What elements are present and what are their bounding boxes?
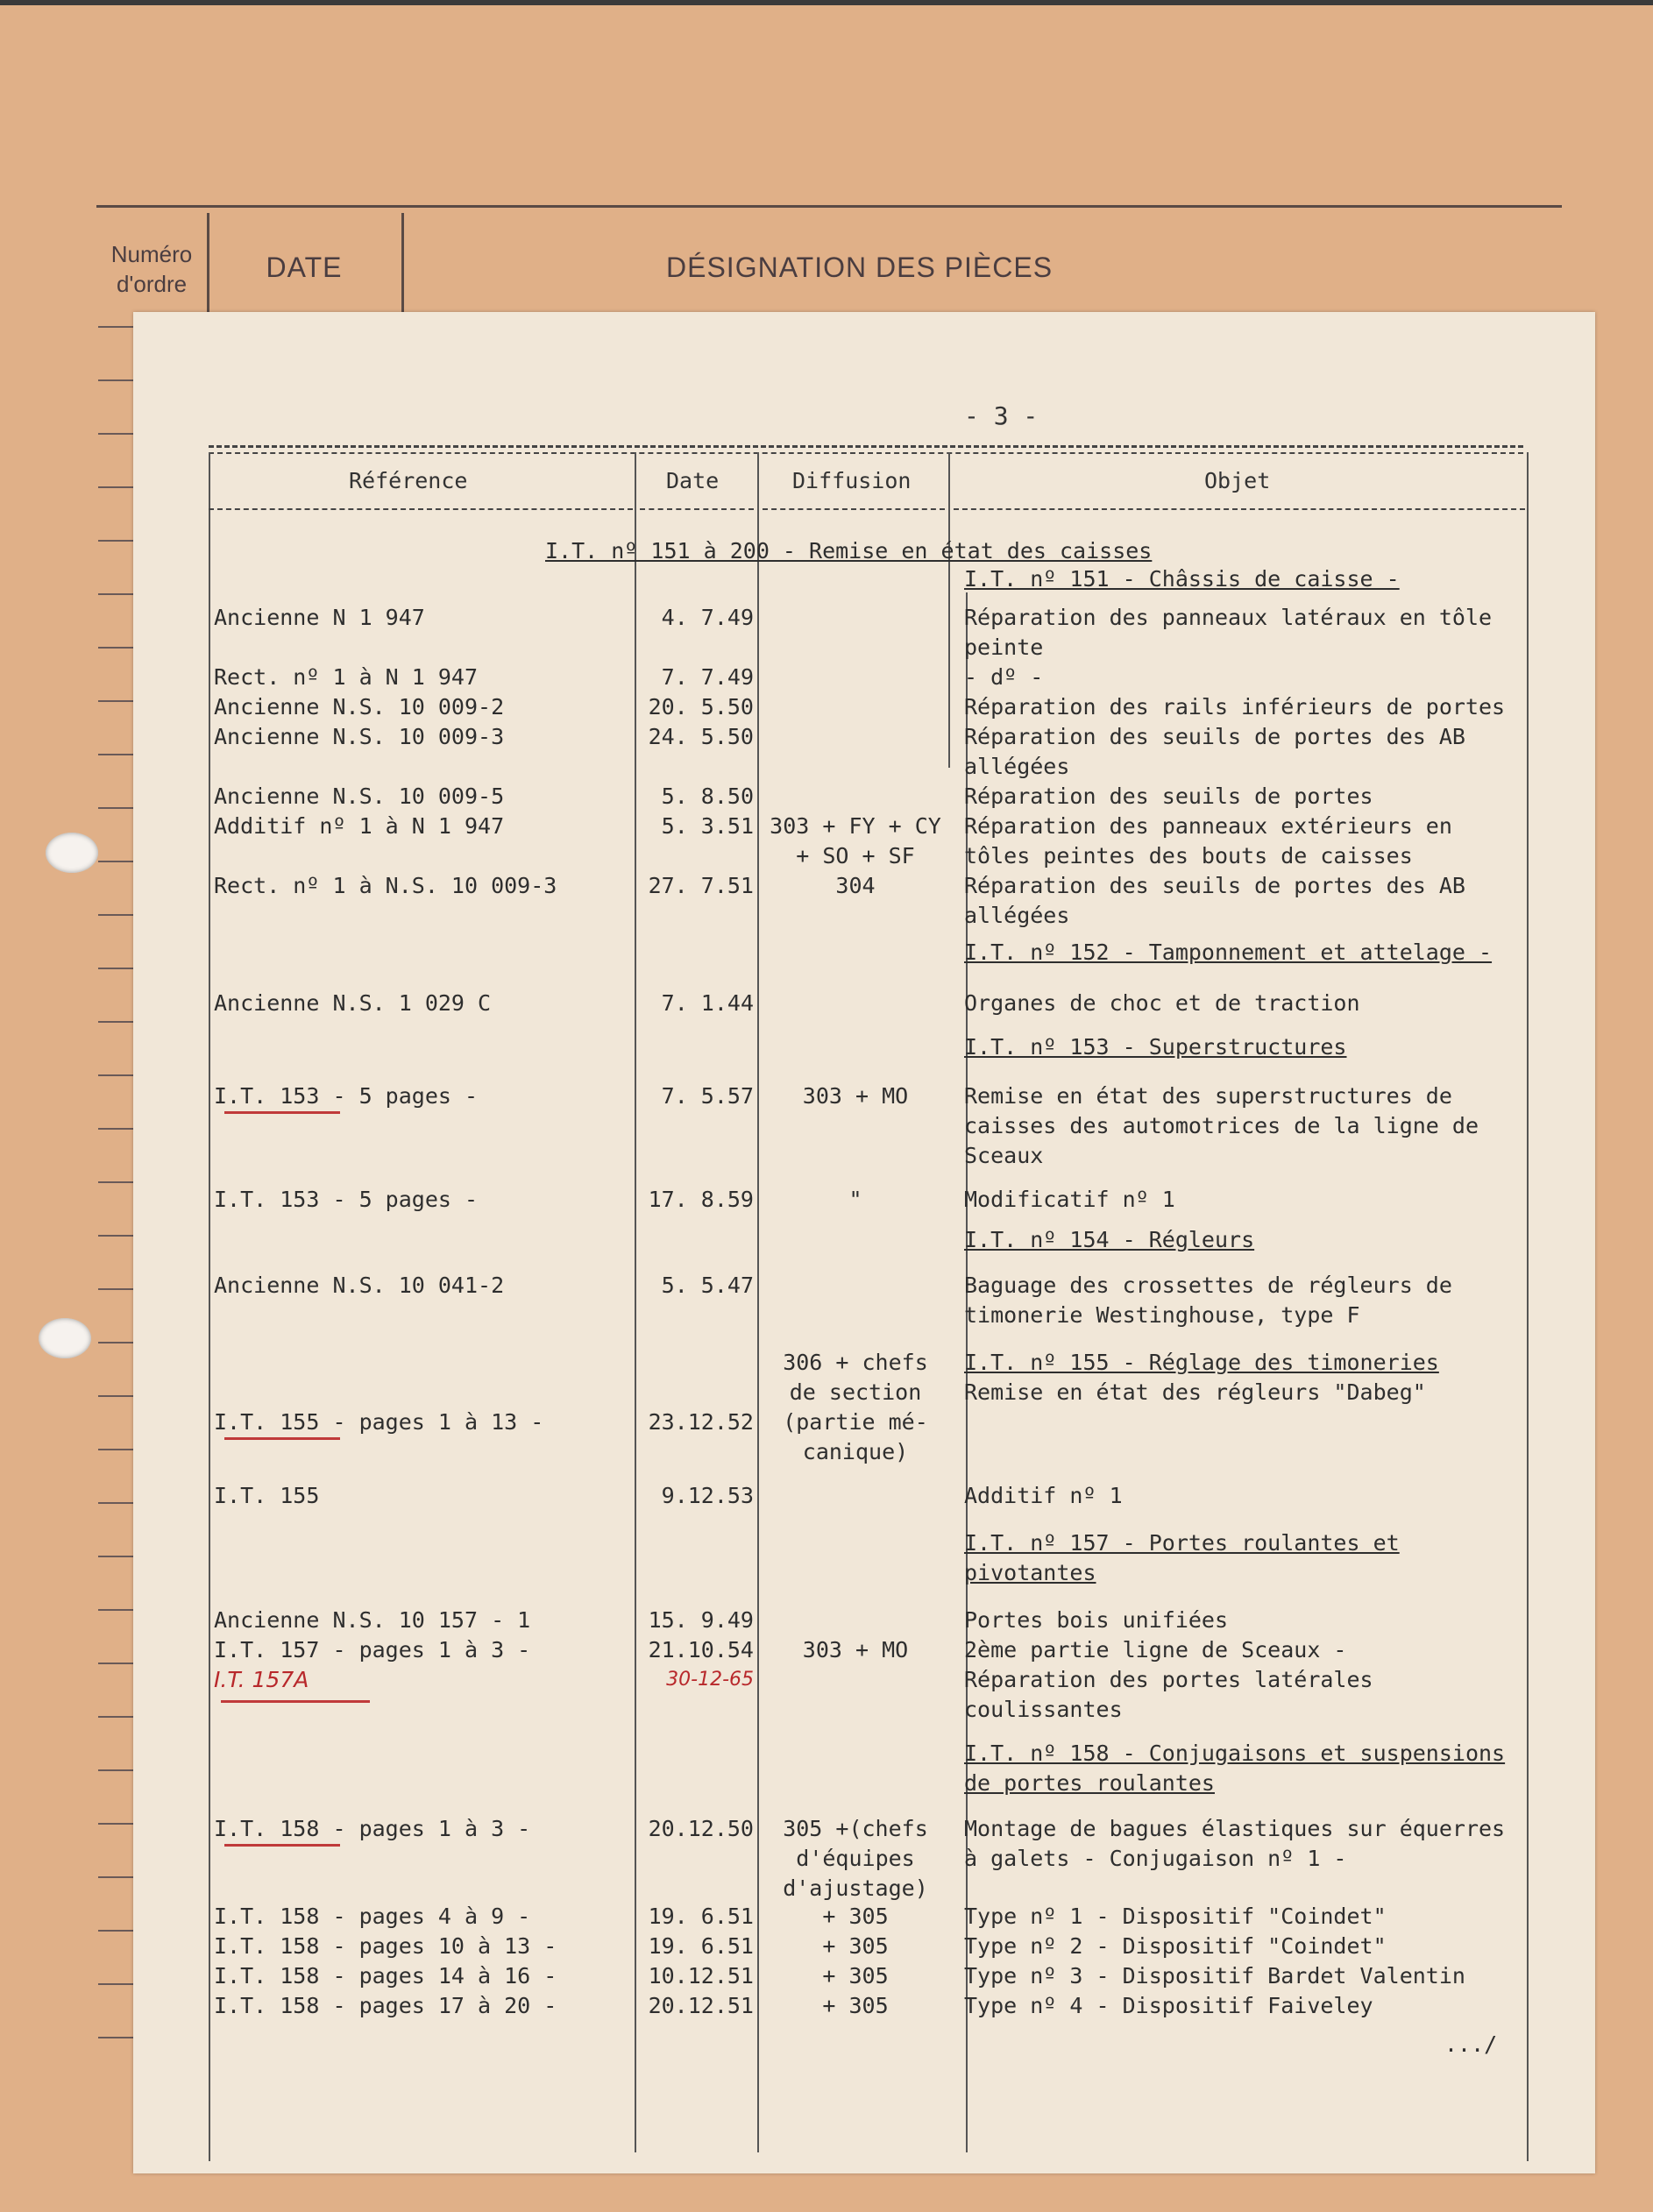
objet-cell: Organes de choc et de traction: [964, 990, 1360, 1016]
objet-cell: Réparation des rails inférieurs de portes: [964, 694, 1506, 720]
ruled-line: [98, 1556, 133, 1557]
header-sep-ref: [209, 508, 633, 510]
table-right-border: [1527, 452, 1529, 2161]
reference-cell: Rect. nº 1 à N.S. 10 009-3: [214, 873, 557, 898]
ruled-line: [98, 914, 133, 916]
ruled-line: [98, 1342, 133, 1344]
diffusion-cell: (partie mé-: [783, 1409, 928, 1435]
reference-cell: I.T. 158 - pages 4 à 9 -: [214, 1904, 531, 1929]
red-underline: [224, 1844, 340, 1847]
objet-cell: Remise en état des superstructures de: [964, 1083, 1452, 1109]
objet-cell: Baguage des crossettes de régleurs de: [964, 1273, 1452, 1298]
objet-cell: Réparation des seuils de portes des AB: [964, 873, 1465, 898]
diffusion-cell: de section: [789, 1379, 922, 1405]
date-cell: 7. 1.44: [661, 990, 754, 1016]
reference-cell: Ancienne N.S. 10 041-2: [214, 1273, 505, 1298]
ref-date-divider: [635, 592, 636, 2152]
date-cell: 17. 8.59: [648, 1187, 754, 1212]
date-cell: 20. 5.50: [648, 694, 754, 720]
objet-cell: Type nº 4 - Dispositif Faiveley: [964, 1993, 1373, 2018]
ruled-line: [98, 1074, 133, 1076]
date-cell: 5. 3.51: [661, 813, 754, 839]
objet-cell: I.T. nº 153 - Superstructures: [964, 1034, 1347, 1060]
ruled-line: [98, 379, 133, 381]
ruled-line: [98, 1021, 133, 1023]
objet-cell: Réparation des seuils de portes des AB: [964, 724, 1465, 749]
folder-header: [96, 205, 1562, 316]
objet-cell: I.T. nº 157 - Portes roulantes et: [964, 1530, 1400, 1556]
objet-cell: Type nº 3 - Dispositif Bardet Valentin: [964, 1963, 1465, 1989]
numero-column: [96, 213, 209, 316]
diffusion-cell: 306 + chefs: [783, 1350, 928, 1375]
ruled-line: [98, 700, 133, 702]
diffusion-cell: 305 +(chefs: [783, 1816, 928, 1841]
reference-cell: I.T. 158 - pages 1 à 3 -: [214, 1816, 531, 1841]
objet-cell: Additif nº 1: [964, 1483, 1123, 1508]
reference-cell: Rect. nº 1 à N 1 947: [214, 664, 479, 690]
column-header-objet: Objet: [1204, 468, 1271, 493]
date-cell: 7. 7.49: [661, 664, 754, 690]
date-cell: 20.12.50: [648, 1816, 754, 1841]
objet-cell: I.T. nº 158 - Conjugaisons et suspensions: [964, 1741, 1506, 1766]
ruled-line: [98, 1876, 133, 1878]
header-sep-date: [640, 508, 754, 510]
punch-hole-upper: [46, 833, 98, 873]
red-underline: [224, 1111, 340, 1114]
reference-cell: I.T. 153 - 5 pages -: [214, 1083, 479, 1109]
reference-cell: I.T. 157A: [214, 1667, 309, 1692]
ruled-line: [98, 647, 133, 649]
ruled-line: [98, 1716, 133, 1718]
header-sep-diff: [763, 508, 945, 510]
header-sep-obj: [954, 508, 1525, 510]
numero-heading: Numéro d'ordre: [110, 241, 193, 297]
date-column: [207, 213, 404, 316]
table-top-border-2: [209, 452, 1523, 454]
objet-cell: allégées: [964, 754, 1070, 779]
diffusion-cell: ": [848, 1187, 862, 1212]
date-cell: 19. 6.51: [648, 1904, 754, 1929]
objet-cell: Portes bois unifiées: [964, 1607, 1229, 1633]
date-cell: 5. 8.50: [661, 783, 754, 809]
ruled-line: [98, 807, 133, 809]
objet-cell: Type nº 2 - Dispositif "Coindet": [964, 1933, 1387, 1959]
folder-top-edge: [0, 0, 1653, 5]
date-cell: 9.12.53: [661, 1483, 754, 1508]
reference-cell: I.T. 157 - pages 1 à 3 -: [214, 1637, 531, 1663]
red-underline: [221, 1700, 370, 1703]
date-cell: 27. 7.51: [648, 873, 754, 898]
ruled-line: [98, 1983, 133, 1985]
ruled-line: [98, 1502, 133, 1504]
reference-cell: Ancienne N.S. 10 157 - 1: [214, 1607, 531, 1633]
diffusion-cell: + SO + SF: [796, 843, 915, 868]
objet-cell: Réparation des panneaux extérieurs en: [964, 813, 1452, 839]
diffusion-cell: + 305: [822, 1993, 889, 2018]
objet-cell: I.T. nº 155 - Réglage des timoneries: [964, 1350, 1439, 1375]
reference-cell: Ancienne N.S. 10 009-2: [214, 694, 505, 720]
date-cell: 20.12.51: [648, 1993, 754, 2018]
objet-cell: Réparation des panneaux latéraux en tôle: [964, 605, 1493, 630]
ruled-line: [98, 968, 133, 969]
page-number: - 3 -: [964, 401, 1039, 430]
ruled-line: [98, 1823, 133, 1825]
ruled-line: [98, 861, 133, 862]
objet-cell: Remise en état des régleurs "Dabeg": [964, 1379, 1426, 1405]
column-header-reference: Référence: [349, 468, 468, 493]
date-cell: 4. 7.49: [661, 605, 754, 630]
objet-cell: timonerie Westinghouse, type F: [964, 1302, 1360, 1328]
table-left-border: [209, 452, 210, 2161]
objet-cell: I.T. nº 154 - Régleurs: [964, 1227, 1255, 1252]
reference-cell: Additif nº 1 à N 1 947: [214, 813, 505, 839]
diffusion-cell: + 305: [822, 1963, 889, 1989]
column-header-diffusion: Diffusion: [792, 468, 912, 493]
designation-heading: DÉSIGNATION DES PIÈCES: [666, 252, 1054, 283]
date-cell: 21.10.54: [648, 1637, 754, 1663]
diff-obj-divider-top: [948, 452, 950, 768]
reference-cell: I.T. 155 - pages 1 à 13 -: [214, 1409, 544, 1435]
diffusion-cell: d'ajustage): [783, 1875, 928, 1901]
continuation-mark: .../: [1444, 2031, 1498, 2057]
ruled-line: [98, 1288, 133, 1290]
date-diff-divider: [757, 592, 759, 2152]
diffusion-cell: 303 + MO: [802, 1637, 909, 1663]
section-title: I.T. nº 151 à 200 - Remise en état des caisses: [545, 538, 1153, 564]
objet-cell: allégées: [964, 903, 1070, 928]
objet-cell: Réparation des portes latérales: [964, 1667, 1373, 1692]
objet-cell: de portes roulantes: [964, 1770, 1215, 1796]
punch-hole-lower: [39, 1318, 91, 1358]
reference-cell: I.T. 158 - pages 10 à 13 -: [214, 1933, 557, 1959]
date-cell: 7. 5.57: [661, 1083, 754, 1109]
objet-cell: à galets - Conjugaison nº 1 -: [964, 1846, 1347, 1871]
ruled-line: [98, 754, 133, 755]
objet-cell: Modificatif nº 1: [964, 1187, 1175, 1212]
objet-cell: Montage de bagues élastiques sur équerres: [964, 1816, 1506, 1841]
objet-cell: Sceaux: [964, 1143, 1044, 1168]
diffusion-cell: + 305: [822, 1904, 889, 1929]
reference-cell: I.T. 155: [214, 1483, 320, 1508]
ruled-line: [98, 486, 133, 488]
red-underline: [224, 1437, 340, 1440]
diffusion-cell: 304: [835, 873, 876, 898]
ruled-line: [98, 1609, 133, 1611]
objet-cell: I.T. nº 151 - Châssis de caisse -: [964, 566, 1400, 592]
reference-cell: Ancienne N.S. 1 029 C: [214, 990, 492, 1016]
date-cell: 15. 9.49: [648, 1607, 754, 1633]
ruled-line: [98, 1395, 133, 1397]
ruled-line: [98, 326, 133, 328]
objet-cell: pivotantes: [964, 1560, 1096, 1585]
ruled-line: [98, 1128, 133, 1130]
diffusion-cell: 303 + MO: [802, 1083, 909, 1109]
objet-cell: - dº -: [964, 664, 1044, 690]
typed-sheet: [133, 312, 1595, 2173]
objet-cell: I.T. nº 152 - Tamponnement et attelage -: [964, 939, 1493, 965]
reference-cell: Ancienne N.S. 10 009-3: [214, 724, 505, 749]
ruled-line: [98, 433, 133, 435]
date-cell: 10.12.51: [648, 1963, 754, 1989]
ruled-line: [98, 1235, 133, 1237]
diffusion-cell: + 305: [822, 1933, 889, 1959]
objet-cell: tôles peintes des bouts de caisses: [964, 843, 1413, 868]
objet-cell: Type nº 1 - Dispositif "Coindet": [964, 1904, 1387, 1929]
reference-cell: I.T. 153 - 5 pages -: [214, 1187, 479, 1212]
date-cell: 24. 5.50: [648, 724, 754, 749]
reference-cell: Ancienne N.S. 10 009-5: [214, 783, 505, 809]
ruled-line: [98, 1769, 133, 1771]
objet-cell: caisses des automotrices de la ligne de: [964, 1113, 1479, 1138]
objet-cell: peinte: [964, 635, 1044, 660]
ruled-line: [98, 2037, 133, 2038]
diffusion-cell: d'équipes: [796, 1846, 915, 1871]
reference-cell: I.T. 158 - pages 17 à 20 -: [214, 1993, 557, 2018]
ruled-line: [98, 540, 133, 542]
column-header-date: Date: [666, 468, 720, 493]
diffusion-cell: canique): [802, 1439, 909, 1464]
diffusion-cell: 303 + FY + CY: [770, 813, 941, 839]
ruled-line: [98, 1663, 133, 1664]
reference-cell: Ancienne N 1 947: [214, 605, 425, 630]
date-cell: 19. 6.51: [648, 1933, 754, 1959]
date-cell: 5. 5.47: [661, 1273, 754, 1298]
objet-cell: 2ème partie ligne de Sceaux -: [964, 1637, 1347, 1663]
date-heading: DATE: [266, 252, 343, 283]
table-top-border: [209, 445, 1523, 448]
date-cell: 30-12-65: [666, 1669, 754, 1691]
ruled-line: [98, 1181, 133, 1183]
ruled-line: [98, 593, 133, 595]
ruled-line: [98, 1449, 133, 1450]
ruled-line: [98, 1930, 133, 1932]
objet-cell: coulissantes: [964, 1697, 1123, 1722]
date-cell: 23.12.52: [648, 1409, 754, 1435]
objet-cell: Réparation des seuils de portes: [964, 783, 1373, 809]
reference-cell: I.T. 158 - pages 14 à 16 -: [214, 1963, 557, 1989]
